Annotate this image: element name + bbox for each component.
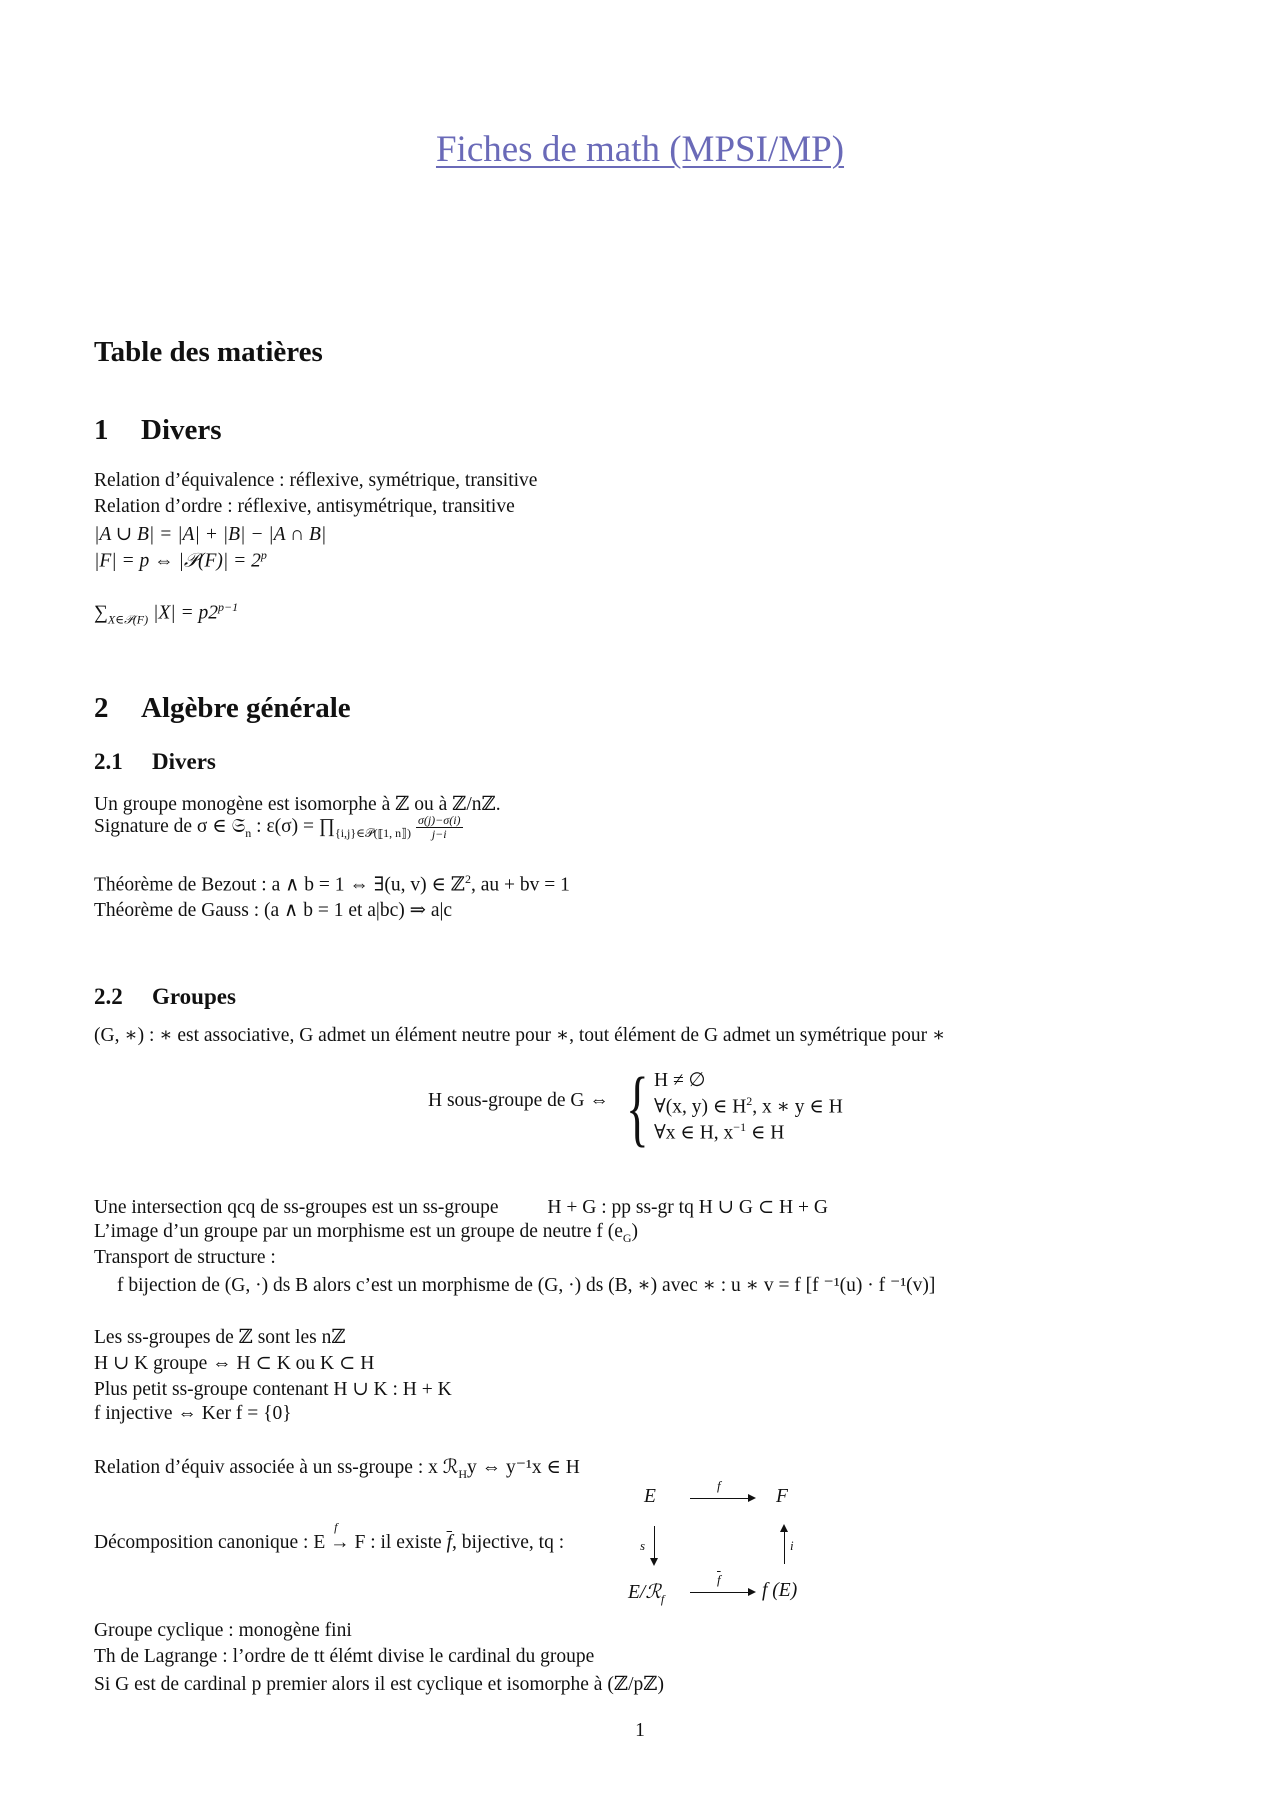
arrow-s	[654, 1526, 655, 1564]
system-left-side: H sous-groupe de G ⇔	[428, 1090, 609, 1111]
formula-text: , x ∗ y ∈ H	[752, 1096, 843, 1118]
signature-fraction	[416, 814, 463, 841]
node-text: E/ℛ	[628, 1582, 661, 1603]
condition-nonempty: H ≠ ∅	[654, 1070, 706, 1091]
smallest-subgroup-line: Plus petit ss-groupe contenant H ∪ K : H + K	[94, 1379, 452, 1400]
condition-closure	[654, 1094, 843, 1119]
canonical-decomposition-line	[94, 1520, 565, 1554]
formula-text: ∀x ∈ H, x	[654, 1122, 734, 1144]
gauss-theorem-line: Théorème de Gauss : (a ∧ b = 1 et a|bc) ⇒ a|c	[94, 900, 453, 921]
formula-text: , bijective, tq :	[452, 1532, 565, 1553]
subsection-number: 2.2	[94, 984, 123, 1009]
section-number: 2	[94, 692, 109, 724]
prime-order-group-line: Si G est de cardinal p premier alors il est cyclique et isomorphe à (ℤ/pℤ)	[94, 1674, 664, 1695]
cyclic-group-line: Groupe cyclique : monogène fini	[94, 1620, 352, 1641]
z-subgroups-line: Les ss-groupes de ℤ sont les nℤ	[94, 1327, 346, 1348]
arrow-f	[690, 1498, 754, 1499]
formula-text: ∀(x, y) ∈ H	[654, 1096, 747, 1118]
arrow-fbar-label: $\overline{f}$	[717, 1572, 721, 1587]
diagram-node-fE: f (E)	[762, 1580, 798, 1601]
formula-exponent: −1	[733, 1120, 747, 1134]
arrow-s-label: s	[640, 1538, 646, 1553]
labeled-arrow	[330, 1520, 350, 1554]
document-title[interactable]: Fiches de math (MPSI/MP)	[435, 129, 845, 170]
section-title: Algèbre générale	[141, 692, 351, 724]
formula-text: )	[631, 1221, 639, 1242]
sum-index: X∈𝒫(F)	[107, 612, 149, 627]
morphism-image-line	[94, 1221, 638, 1246]
formula-text: , au + bv = 1	[471, 874, 570, 896]
order-relation-line: Relation d’ordre : réflexive, antisymétrique, transitive	[94, 496, 515, 517]
arrow-label: f	[334, 1520, 338, 1534]
subsection-2-1-heading	[94, 749, 216, 775]
formula-subscript: G	[622, 1230, 632, 1245]
formula-text: Relation d’équiv associée à un ss-groupe : x ℛ	[94, 1457, 459, 1478]
sum-cardinal-formula	[94, 600, 238, 627]
fraction-denominator: j−i	[431, 827, 447, 842]
formula-exponent: p−1	[218, 600, 239, 614]
sum-symbol: ∑	[94, 602, 108, 624]
node-subscript: f	[660, 1591, 665, 1606]
union-cardinal-formula: |A ∪ B| = |A| + |B| − |A ∩ B|	[94, 524, 327, 545]
formula-text: Signature de σ ∈ 𝔖	[94, 816, 246, 837]
subsection-title: Groupes	[152, 984, 236, 1009]
formula-exponent: 2	[746, 1094, 753, 1108]
arrow-f-label: f	[717, 1478, 721, 1493]
formula-exponent: p	[260, 548, 267, 562]
diagram-node-E: E	[644, 1486, 656, 1507]
formula-exponent: 2	[465, 872, 472, 886]
formula-text: y ⇔ y⁻¹x ∈ H	[466, 1457, 580, 1478]
toc-heading: Table des matières	[94, 336, 323, 368]
equivalence-subgroup-line	[94, 1455, 580, 1482]
product-index: {i,j}∈𝒫(⟦1, n⟧)	[334, 825, 412, 840]
arrow-fbar	[690, 1592, 754, 1593]
condition-inverse	[654, 1120, 784, 1145]
arrow-i	[784, 1526, 785, 1564]
section-number: 1	[94, 414, 109, 446]
left-brace: {	[626, 1059, 649, 1155]
fbar-symbol: $\overline{f}$	[446, 1532, 453, 1553]
intersection-subgroup-line	[94, 1195, 828, 1219]
subsection-title: Divers	[152, 749, 216, 774]
structure-transport-heading: Transport de structure :	[94, 1247, 276, 1268]
lagrange-theorem-line: Th de Lagrange : l’ordre de tt élémt divise le cardinal du groupe	[94, 1646, 595, 1667]
formula-subscript: H	[458, 1466, 467, 1481]
formula-text: H + G : pp ss-gr tq H ∪ G ⊂ H + G	[547, 1197, 828, 1218]
signature-formula	[94, 814, 463, 841]
page-number: 1	[635, 1720, 645, 1741]
arrow-i-label: i	[790, 1538, 794, 1553]
group-definition-line: (G, ∗) : ∗ est associative, G admet un élément neutre pour ∗, tout élément de G admet un symétrique pour ∗	[94, 1025, 946, 1046]
section-title: Divers	[141, 414, 222, 446]
formula-text: Une intersection qcq de ss-groupes est un ss-groupe	[94, 1197, 499, 1218]
equivalence-relation-line: Relation d’équivalence : réflexive, symétrique, transitive	[94, 470, 538, 491]
diagram-node-F: F	[776, 1486, 788, 1507]
formula-text: |X| = p2	[148, 602, 219, 624]
section-2-heading	[94, 692, 351, 725]
subsection-2-2-heading	[94, 984, 236, 1010]
fraction-numerator: σ(j)−σ(i)	[417, 813, 461, 828]
injective-kernel-line: f injective ⇔ Ker f = {0}	[94, 1403, 292, 1424]
formula-subscript: n	[245, 825, 252, 840]
formula-text: F : il existe	[349, 1532, 447, 1553]
formula-text: Théorème de Bezout : a ∧ b = 1 ⇔ ∃(u, v) ∈ ℤ	[94, 874, 466, 896]
powerset-cardinal-formula	[94, 548, 267, 573]
union-group-line: H ∪ K groupe ⇔ H ⊂ K ou K ⊂ H	[94, 1353, 375, 1374]
diagram-node-E-quotient	[628, 1580, 664, 1607]
subsection-number: 2.1	[94, 749, 123, 774]
structure-transport-line: f bijection de (G, ·) ds B alors c’est un morphisme de (G, ·) ds (B, ∗) avec ∗ : u ∗ v = f [f ⁻¹(u) · f ⁻¹(v)]	[117, 1275, 936, 1296]
formula-text: |F| = p ⇔ |𝒫(F)| = 2	[94, 550, 261, 572]
formula-text: : ε(σ) = ∏	[251, 816, 335, 837]
formula-text: L’image d’un groupe par un morphisme est un groupe de neutre f (e	[94, 1221, 623, 1242]
monogenous-group-line: Un groupe monogène est isomorphe à ℤ ou à ℤ/nℤ.	[94, 794, 501, 815]
section-1-heading	[94, 414, 222, 447]
arrow-glyph: →	[330, 1532, 350, 1553]
formula-text: ∈ H	[746, 1122, 785, 1144]
bezout-theorem-line	[94, 872, 570, 897]
formula-text: Décomposition canonique : E	[94, 1532, 331, 1553]
